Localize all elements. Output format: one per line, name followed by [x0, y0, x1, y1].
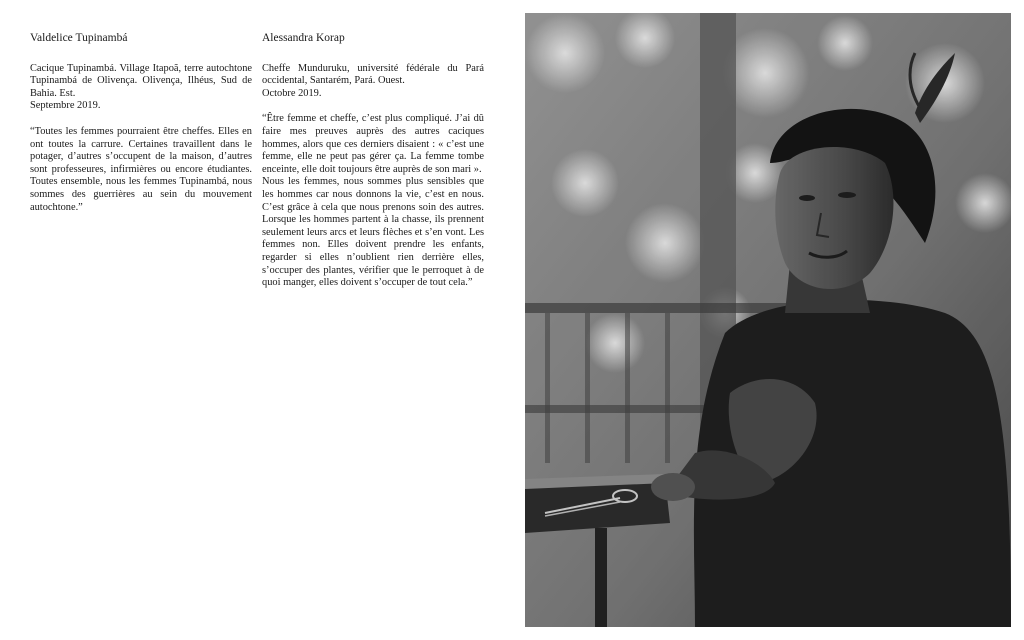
- portrait-illustration: [525, 13, 1011, 627]
- person-name: Valdelice Tupinambá: [30, 32, 128, 44]
- middle-column: [262, 32, 484, 290]
- meta-line: Cacique Tupinambá. Village Itapoã, terre autochtone Tupinambá de Olivença. Olivença, Ilhéus, Sud de Bahia. Est.: [30, 62, 252, 99]
- meta-date: Septembre 2019.: [30, 100, 101, 112]
- testimony-quote: [262, 113, 484, 289]
- meta-line: Cheffe Munduruku, université fédérale du Pará occidental, Santarém, Pará. Ouest.: [262, 62, 484, 87]
- person-meta: [262, 63, 484, 101]
- meta-date: Octobre 2019.: [262, 87, 322, 99]
- person-meta: [30, 63, 252, 113]
- person-name: Alessandra Korap: [262, 32, 345, 44]
- quote-paragraph: Nous les femmes, nous sommes plus sensibles que les hommes car nous donnons la vie, c’est en nous. C’est grâce à cela que nous prenons soin des autres. Lorsque les hommes partent à la chasse, ils prennent seulement leurs arcs et leurs flèches et s’en vont. Les femmes non. Elles doivent prendre les enfants, regarder si elles n’oublient rien derrière elles, s’occuper des plantes, vérifier que le perroquet à de quoi manger, elles doivent s’occuper de tout cela.”: [262, 176, 484, 289]
- quote-paragraph: “Toutes les femmes pourraient être cheffes. Elles en ont toutes la carrure. Certaines travaillent dans le potager, d’autres s’occupent de la maison, d’autres sont professeures, infirmières ou encore étudiantes. Toutes ensemble, nous les femmes Tupinambá, nous sommes des guerrières au sein du mouvement autochtone.”: [30, 125, 252, 213]
- quote-paragraph: “Être femme et cheffe, c’est plus compliqué. J’ai dû faire mes preuves auprès des autres caciques hommes, alors que ces derniers disaient : « c’est une femme, elle ne peut pas gérer ça. La femme tombe enceinte, elle doit toujours être auprès de son mari ».: [262, 113, 484, 175]
- testimony-quote: [30, 126, 252, 214]
- portrait-photo: [525, 13, 1011, 627]
- left-column: [30, 32, 252, 214]
